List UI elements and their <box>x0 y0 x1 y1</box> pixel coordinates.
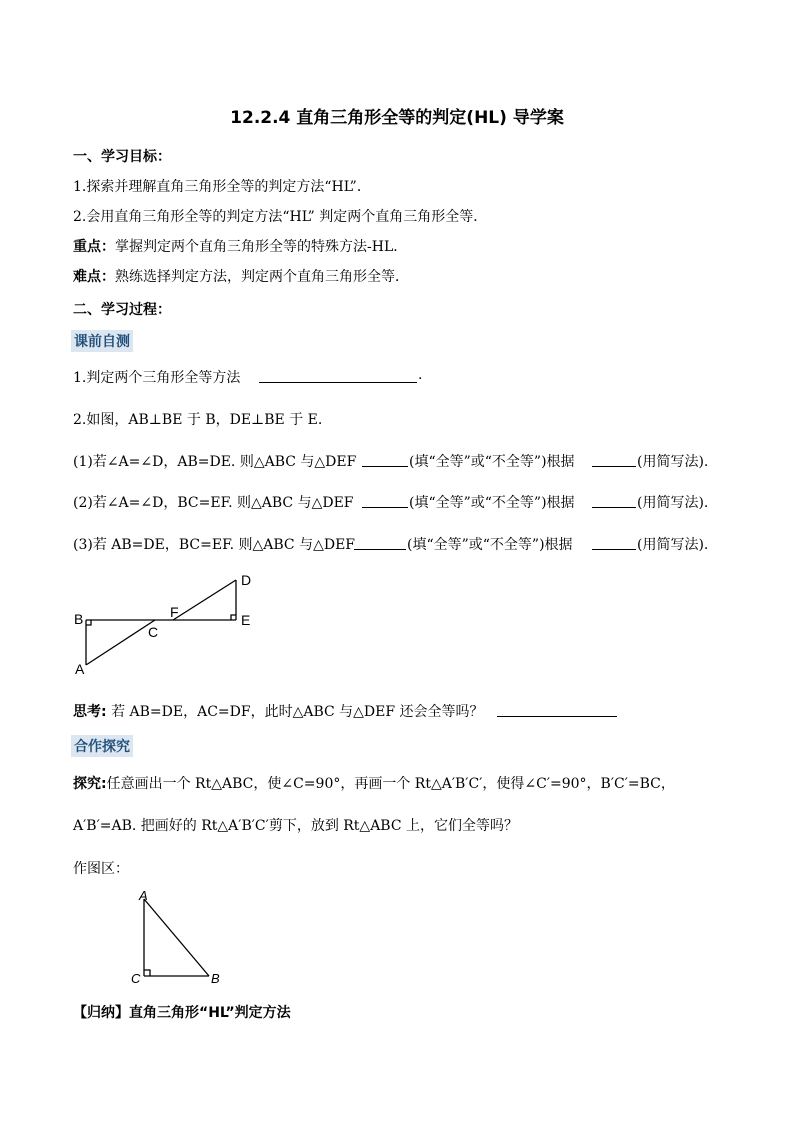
objective-item-1: 1.探索并理解直角三角形全等的判定方法“HL”． <box>73 179 371 195</box>
label-d: D <box>241 572 252 588</box>
objectives-heading: 一、学习目标： <box>73 149 171 165</box>
label-b: B <box>74 611 84 627</box>
simple-hint-2-1: (用简写法). <box>637 454 709 470</box>
key-point <box>73 236 407 256</box>
answer-blank-2-3-a[interactable] <box>354 549 406 550</box>
key-point-text: 掌握判定两个直角三角形全等的特殊方法-HL． <box>115 239 408 255</box>
answer-blank-2-3-b[interactable] <box>592 549 636 550</box>
segment-ac <box>86 620 155 665</box>
answer-blank-2-2-a[interactable] <box>362 507 408 508</box>
right-triangle-figure <box>125 885 235 990</box>
fill-hint-2-2: (填“全等”或“不全等”)根据 <box>409 495 575 511</box>
summary-heading: 【归纳】直角三角形“HL”判定方法 <box>73 1005 291 1021</box>
fill-hint-2-3: (填“全等”或“不全等”)根据 <box>407 537 573 553</box>
fill-hint-2-1: (填“全等”或“不全等”)根据 <box>409 454 575 470</box>
label-b: B <box>211 971 220 986</box>
question-2-1: (1)若∠A=∠D，AB=DE. 则△ABC 与△DEF <box>73 454 357 470</box>
right-angle-c <box>144 970 150 976</box>
difficult-point-text: 熟练选择判定方法，判定两个直角三角形全等． <box>115 269 409 285</box>
answer-blank-q1[interactable] <box>259 382 417 383</box>
explore-text-2: A′B′=AB. 把画好的 Rt△A′B′C′剪下，放到 Rt△ABC 上，它们全等吗？ <box>73 818 519 834</box>
label-a: A <box>139 888 148 903</box>
triangles-figure <box>70 570 270 682</box>
explore-heading: 合作探究 <box>71 735 133 757</box>
segment-fd <box>173 580 236 620</box>
simple-hint-2-3: (用简写法). <box>637 537 709 553</box>
page-title: 12.2.4 直角三角形全等的判定(HL) 导学案 <box>230 108 564 128</box>
draw-area-label: 作图区： <box>73 861 129 877</box>
answer-blank-2-2-b[interactable] <box>592 507 636 508</box>
pre-test-heading: 课前自测 <box>71 330 133 352</box>
question-2-2: (2)若∠A=∠D，BC=EF. 则△ABC 与△DEF <box>73 495 354 511</box>
answer-blank-2-1-a[interactable] <box>362 466 408 467</box>
question-2-3: (3)若 AB=DE，BC=EF. 则△ABC 与△DEF <box>73 537 356 553</box>
label-c: C <box>148 624 159 640</box>
think-label: 思考: <box>73 704 107 720</box>
objective-item-2: 2.会用直角三角形全等的判定方法“HL” 判定两个直角三角形全等． <box>73 209 488 225</box>
answer-blank-2-1-b[interactable] <box>592 466 636 467</box>
right-angle-e <box>231 615 236 620</box>
explore-label: 探究: <box>73 776 107 792</box>
label-c: C <box>131 971 141 986</box>
label-f: F <box>170 604 179 620</box>
simple-hint-2-2: (用简写法). <box>637 495 709 511</box>
think-text: 若 AB=DE，AC=DF，此时△ABC 与△DEF 还会全等吗？ <box>111 704 484 720</box>
difficult-point <box>73 266 409 286</box>
question-1: 1.判定两个三角形全等方法 <box>73 370 241 386</box>
difficult-point-label: 难点： <box>73 269 115 285</box>
answer-blank-think[interactable] <box>497 716 617 717</box>
segment-ab <box>144 899 209 976</box>
key-point-label: 重点： <box>73 239 115 255</box>
question-2: 2.如图，AB⊥BE 于 B，DE⊥BE 于 E. <box>73 412 323 428</box>
think-question <box>73 701 484 721</box>
right-angle-b <box>86 620 91 625</box>
label-a: A <box>75 661 85 677</box>
process-heading: 二、学习过程： <box>73 302 171 318</box>
label-e: E <box>241 612 251 628</box>
explore-text-1: 探究:任意画出一个 Rt△ABC，使∠C=90°，再画一个 Rt△A′B′C′，使得∠C′=90°，B′C′=BC， <box>73 776 675 792</box>
